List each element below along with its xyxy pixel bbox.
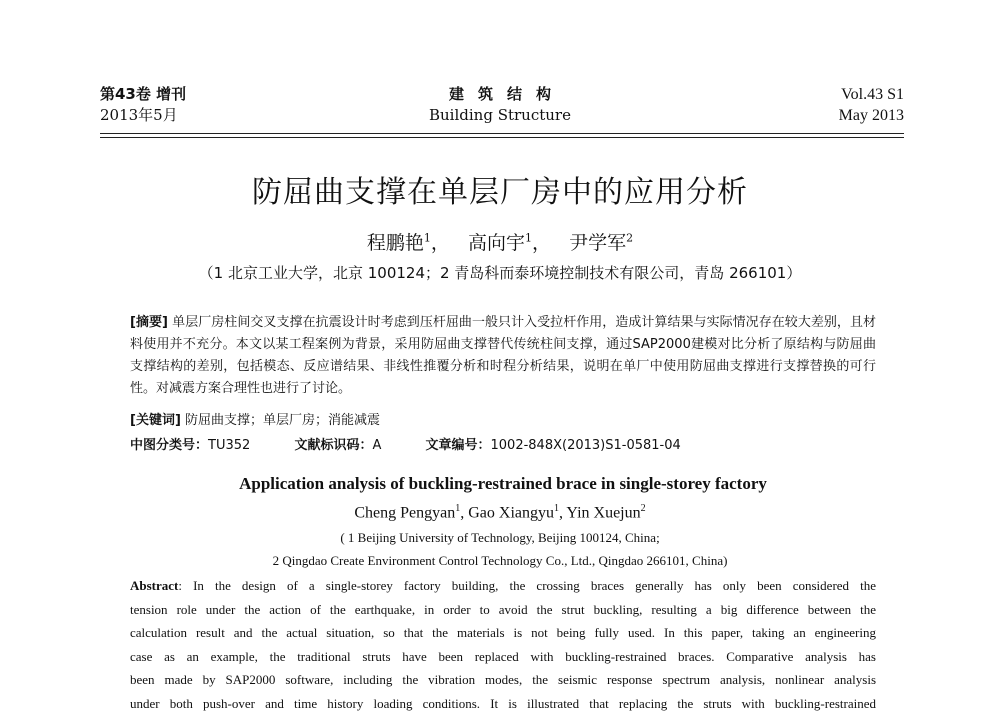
article-number-value: 1002-848X(2013)S1-0581-04 [490, 438, 681, 453]
abstract-en [130, 574, 876, 716]
abstract-cn-label: [摘要] [130, 315, 168, 330]
header-rule-thick [100, 133, 904, 134]
clc-number [130, 438, 250, 453]
date-cn: 2013年5月 [100, 106, 178, 124]
volume: Vol.43 S1 [841, 86, 904, 103]
abstract-en-line-6: under both push-over and time history loading conditions. It is illustrated that replacing the struts with buckling-restrained [130, 695, 876, 711]
abstract-en-line-2: tension role under the action of the earthquake, in order to avoid the strut buckling, resulting a big difference between the [130, 601, 876, 617]
author-cn-2: 高向宇 [467, 232, 525, 254]
abstract-en-label: Abstract [130, 578, 179, 593]
affiliation-en-2: 2 Qingdao Create Environment Control Technology Co., Ltd., Qingdao 266101, China) [272, 553, 728, 568]
abstract-en-line-3: calculation result and the actual situation, so that the materials is not being fully used. In this paper, taking an engineering [130, 625, 876, 641]
author-cn-1: 程鹏艳 [366, 232, 424, 254]
keywords-cn [130, 409, 876, 428]
paper-title-cn: 防屈曲支撑在单层厂房中的应用分析 [252, 175, 748, 210]
author-en-3-sup: 2 [640, 503, 646, 514]
authors-cn: 程鹏艳$^1$， 高向宇$^1$， 尹学军$^2$ [366, 231, 634, 254]
keywords-cn-text: 防屈曲支撑；单层厂房；消能减震 [185, 413, 381, 428]
author-en-3: Yin Xuejun [566, 504, 641, 522]
date-en: May 2013 [838, 107, 904, 124]
abstract-en-line-1 [130, 574, 876, 598]
article-number [426, 438, 681, 453]
affiliation-en-1: ( 1 Beijing University of Technology, Beijing 100124, China; [340, 530, 660, 545]
classification-line [130, 434, 876, 453]
abstract-en-line-1-text: : In the design of a single-storey factory building, the crossing braces generally has only been considered the [178, 578, 876, 593]
keywords-cn-label: [关键词] [130, 413, 181, 428]
author-cn-3-sup: 2 [626, 231, 634, 245]
authors-en: Cheng Pengyan$^1$, Gao Xiangyu$^1$, Yin Xuejun$^2$ [354, 503, 646, 522]
header-rule-thin [100, 137, 904, 138]
doc-code [294, 438, 381, 453]
abstract-cn-text: 单层厂房柱间交叉支撑在抗震设计时考虑到压杆屈曲一般只计入受拉杆作用，造成计算结果与实际情况存在较大差别，且材料使用并不充分。本文以某工程案例为背景，采用防屈曲支撑替代传统柱间支撑，通过SAP2000建模对比分析了原结构与防屈曲支撑结构的差别，包括模态、反应谱结果、非线性推覆分析和时程分析结果，说明在单厂中使用防屈曲支撑进行支撑替换的可行性。对减震方案合理性也进行了讨论。 [130, 315, 876, 396]
author-en-1: Cheng Pengyan [354, 504, 456, 522]
paper-title-en: Application analysis of buckling-restrained brace in single-storey factory [239, 474, 767, 493]
header-left [100, 84, 186, 126]
clc-label: 中图分类号： [130, 438, 209, 453]
doc-code-label: 文献标识码： [294, 438, 373, 453]
author-cn-2-sup: 1 [525, 231, 532, 245]
doc-code-value: A [372, 438, 382, 453]
article-number-label: 文章编号： [425, 438, 491, 453]
issue-cn: 第43卷 增刊 [100, 85, 187, 103]
author-en-2-sup: 1 [554, 503, 559, 514]
header-center [380, 84, 620, 126]
author-en-2: Gao Xiangyu [468, 504, 554, 522]
affiliation-cn: （1 北京工业大学，北京 100124；2 青岛科而泰环境控制技术有限公司，青岛 266101） [198, 264, 802, 282]
header-right [839, 84, 904, 126]
journal-name-en: Building Structure [429, 106, 571, 124]
clc-value: TU352 [208, 438, 251, 453]
author-en-1-sup: 1 [455, 503, 461, 514]
abstract-en-line-4: case as an example, the traditional struts have been replaced with buckling-restrained braces. Comparative analysis has [130, 648, 876, 664]
journal-name-cn: 建筑结构 [448, 85, 565, 103]
abstract-cn [130, 312, 876, 400]
author-cn-3: 尹学军 [569, 232, 627, 254]
abstract-en-line-5: been made by SAP2000 software, including the vibration modes, the seismic response spectrum analysis, nonlinear analysis [130, 672, 876, 688]
author-cn-1-sup: 1 [423, 231, 431, 245]
